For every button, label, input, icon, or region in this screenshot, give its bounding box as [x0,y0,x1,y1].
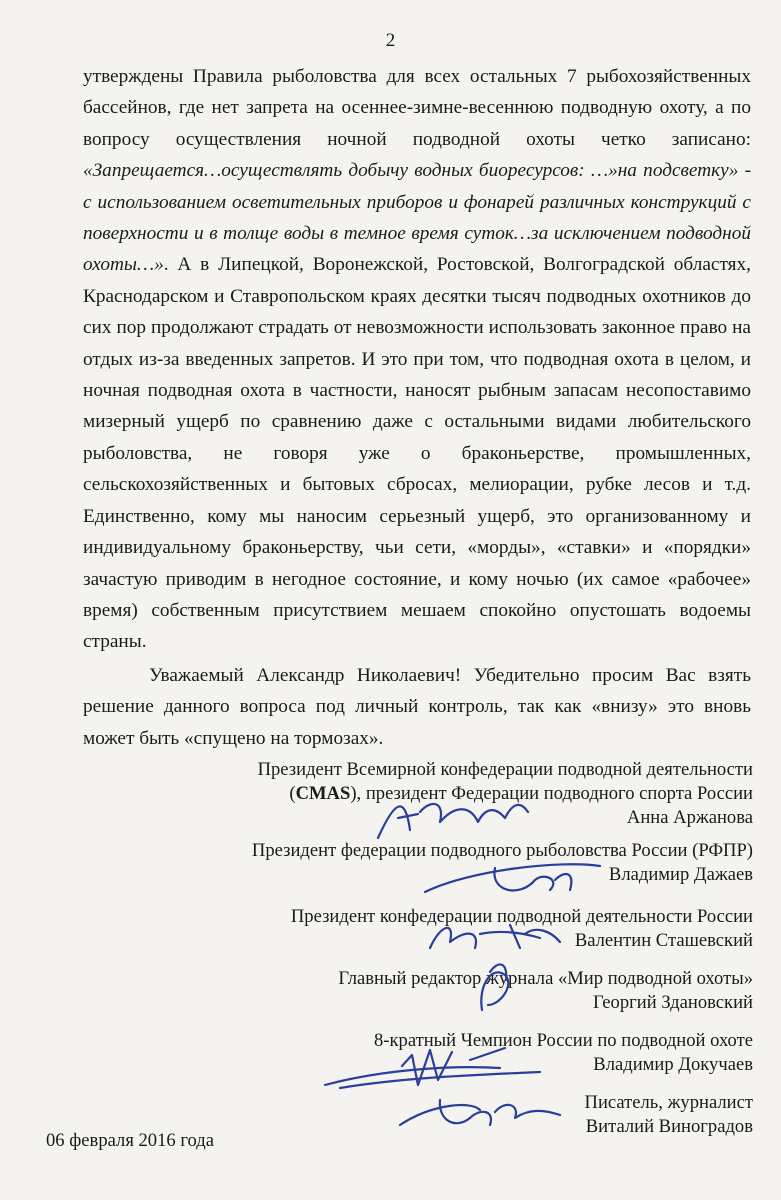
signatory-5 [153,1029,753,1077]
signatory-3 [153,905,753,953]
signatory-4-name: Георгий Здановский [592,992,753,1013]
signatory-1-title-line1: Президент Всемирной конфедерации подводной деятельности [257,759,753,780]
page-number: 2 [385,30,396,51]
signatory-6-title: Писатель, журналист [584,1092,753,1113]
signatory-1 [153,758,753,830]
signatory-2-title: Президент федерации подводного рыболовства России (РФПР) [251,840,753,861]
signatory-1-title-line2: (CMAS), президент Федерации подводного спорта России [289,783,753,804]
paragraph-1 [83,61,751,658]
paragraph-1-text: утверждены Правила рыболовства для всех остальных 7 рыбохозяйственных бассейнов, где нет запрета на осеннее-зимне-весеннюю подводную охоту, а по вопросу осуществления ночной подводной охоты четко записано: [83,66,751,150]
signatory-4-title: Главный редактор журнала «Мир подводной охоты» [338,968,753,989]
cmas-abbrev: CMAS [295,783,351,804]
signatory-6 [153,1091,753,1139]
signatory-1-name: Анна Аржанова [626,807,753,828]
signatory-5-name: Владимир Докучаев [593,1054,753,1075]
signatory-3-name: Валентин Сташевский [574,930,753,951]
regulation-quote: «Запрещается…осуществлять добычу водных биоресурсов: …»на подсветку» - с использованием осветительных приборов и фонарей различных конструкций с поверхности и в толще воды в темное время суток…за исключением подводной охоты…» [83,160,751,276]
signatory-4 [153,967,753,1015]
letter-body [83,61,751,754]
signatory-3-title: Президент конфедерации подводной деятельности России [290,906,753,927]
letter-date: 06 февраля 2016 года [46,1130,214,1151]
signatory-5-title: 8-кратный Чемпион России по подводной охоте [374,1030,753,1051]
signatory-6-name: Виталий Виноградов [585,1116,753,1137]
signatory-2 [153,839,753,887]
paragraph-1-continuation: . А в Липецкой, Воронежской, Ростовской, Волгоградской областях, Краснодарском и Ставропольском краях десятки тысяч подводных охотников до сих пор продолжают страдать от невозможности использовать законное право на отдых из-за введенных запретов. И это при том, что подводная охота в целом, и ночная подводная охота в частности, наносят рыбным запасам несопоставимо мизерный ущерб по сравнению даже с остальными видами любительского рыболовства, не говоря уже о браконьерстве, промышленных, сельскохозяйственных и бытовых сбросах, мелиорации, рубке лесов и т.д. Единственно, кому мы наносим серьезный ущерб, это организованному и индивидуальному браконьерству, чьи сети, «морды», «ставки» и «порядки» зачастую приводим в негодное состояние, и кому ночью (их самое «рабочее» время) собственным присутствием мешаем спокойно опустошать водоемы страны. [83,254,751,653]
paragraph-2: Уважаемый Александр Николаевич! Убедительно просим Вас взять решение данного вопроса под личный контроль, так как «внизу» это вновь может быть «спущено на тормозах». [83,664,751,749]
signatory-2-name: Владимир Дажаев [608,864,753,885]
